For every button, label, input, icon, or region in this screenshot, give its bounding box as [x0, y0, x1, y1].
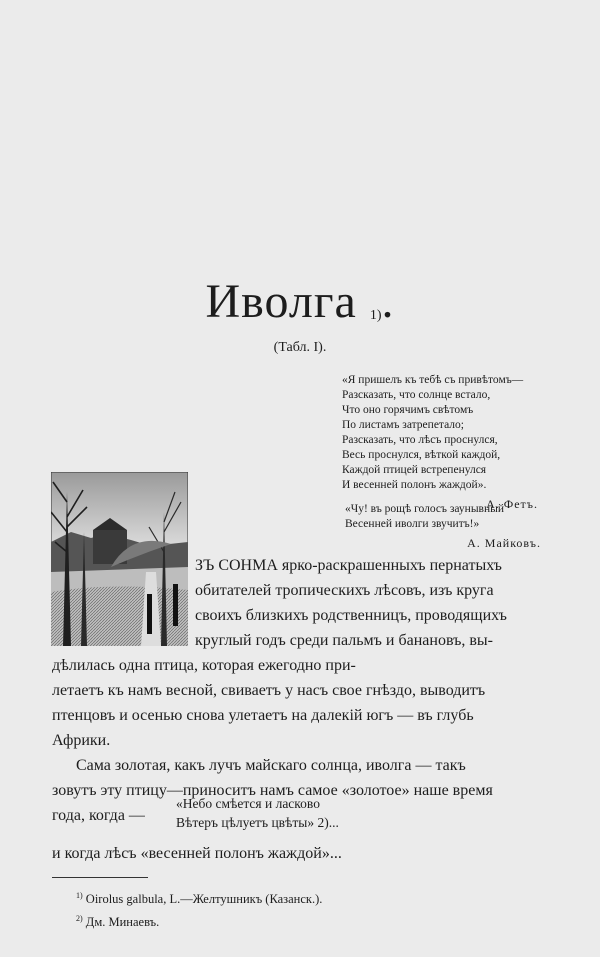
footnotes [76, 886, 322, 932]
epigraph-line: Разсказать, что солнце встало, [342, 389, 491, 401]
text-line: летаетъ къ намъ весной, свиваетъ у насъ свое гнѣздо, выводитъ [52, 682, 486, 699]
text-line: птенцовъ и осенью снова улетаетъ на далекій югъ — въ глубь [52, 707, 474, 724]
text-line: зовутъ эту птицу—приноситъ намъ самое «золотое» наше время [52, 782, 493, 799]
footnote-text: Дм. Минаевъ. [85, 915, 160, 930]
text-line: обитателей тропическихъ лѣсовъ, изъ круга [195, 582, 494, 599]
text-line: года, когда — [52, 807, 145, 824]
text-line: своихъ близкихъ родственницъ, проводящихъ [195, 607, 507, 624]
text-line: ЗЪ СОНМА ярко-раскрашенныхъ пернатыхъ [195, 557, 502, 574]
epigraph-fet [342, 373, 538, 512]
epigraph-line: Что оно горячимъ свѣтомъ [342, 404, 474, 416]
epigraph-line: Разсказать, что лѣсъ проснулся, [342, 434, 498, 446]
epigraph-line: «Я пришелъ къ тебѣ съ привѣтомъ— [342, 374, 524, 386]
footnote-2 [76, 909, 322, 932]
title-period: . [381, 275, 395, 328]
footnote-1 [76, 886, 322, 909]
chapter-title [0, 274, 600, 330]
epigraph-line: Весь проснулся, вѣткой каждой, [342, 449, 501, 461]
epigraph-line: По листамъ затрепетало; [342, 419, 464, 431]
epigraph-line: Весенней иволги звучитъ!» [345, 518, 480, 530]
verse-line: Вѣтеръ цѣлуетъ цвѣты» 2)... [176, 815, 339, 830]
text-line: круглый годъ среди пальмъ и банановъ, вы- [195, 632, 493, 649]
title-footnote-mark: 1) [369, 308, 382, 323]
chapter-title-text: Иволга [205, 275, 357, 328]
text-line: дѣлилась одна птица, которая ежегодно при- [52, 657, 356, 674]
epigraph-line: И весенней полонъ жаждой». [342, 479, 487, 491]
verse-quote [176, 794, 339, 832]
footnote-divider [52, 877, 148, 878]
epigraph-author: А. Фетъ. [486, 497, 538, 511]
dropcap-illustration [51, 472, 188, 646]
footnote-text: Oirolus galbula, L.—Желтушникъ (Казанск.). [85, 892, 323, 907]
footnote-mark: 1) [76, 891, 83, 900]
dropcap-paragraph-lines [195, 553, 507, 653]
text-line: Сама золотая, какъ лучъ майскаго солнца, иволга — такъ [76, 757, 466, 774]
epigraph-author: А. Майковъ. [467, 536, 541, 550]
footnote-mark: 2) [76, 914, 83, 924]
text-line: Африки. [52, 732, 111, 749]
plate-reference: (Табл. I). [273, 340, 327, 355]
epigraph-maikov [345, 502, 541, 551]
winter-forest-engraving-icon [51, 472, 188, 646]
epigraph-line: «Чу! въ рощѣ голосъ заунывный [345, 503, 505, 515]
epigraph-line: Каждой птицей встрепенулся [342, 464, 487, 476]
verse-line: «Небо смѣется и ласково [176, 796, 320, 811]
closing-line: и когда лѣсъ «весенней полонъ жаждой»... [52, 845, 342, 862]
